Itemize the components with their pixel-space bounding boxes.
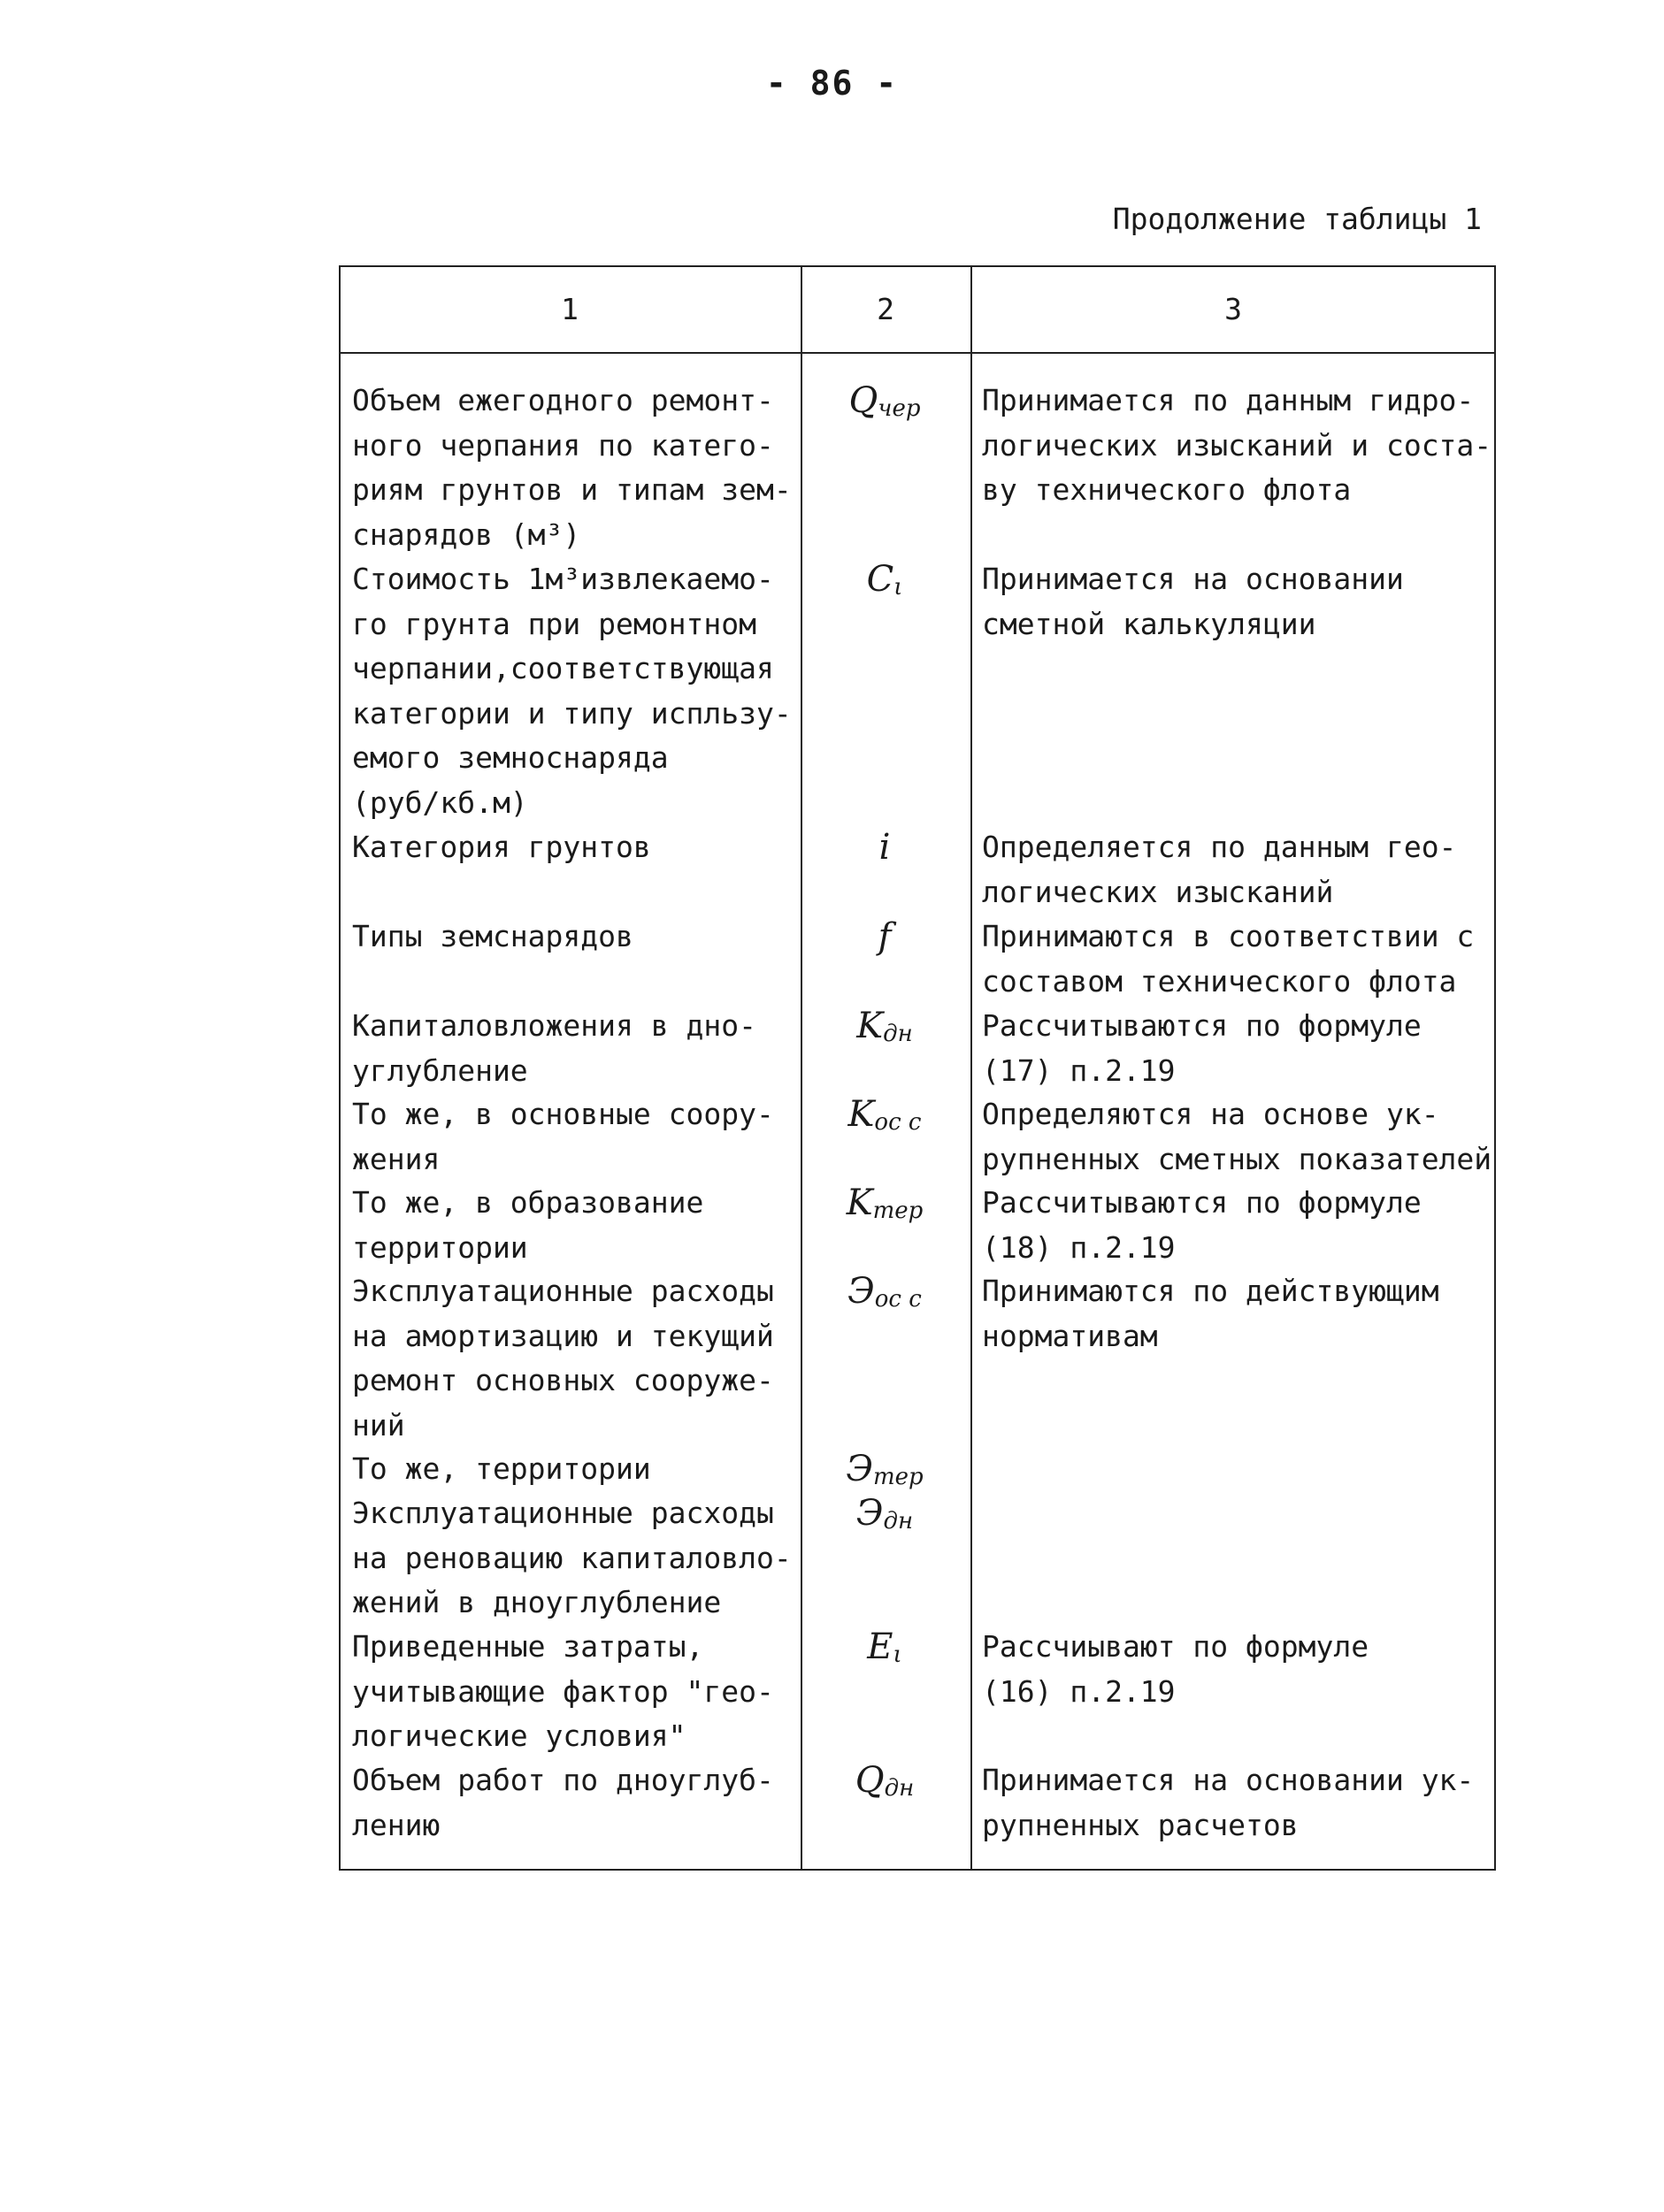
row-5-source: Рассчитываются по формуле (17) п.2.19 — [982, 1008, 1422, 1088]
row-1-symbol: $Q_{чер}$ — [848, 380, 921, 422]
row-10-symbol: $Э_{дн}$ — [855, 1493, 914, 1535]
row-2-source: Принимается на основании сметной калькуляции — [982, 562, 1404, 641]
row-5-symbol: $K_{дн}$ — [856, 1006, 913, 1047]
header-col-3: 3 — [1224, 292, 1242, 326]
row-3-symbol: i — [878, 827, 891, 868]
row-6-description: То же, в основные соору- жения — [352, 1097, 774, 1176]
row-10-description: Эксплуатационные расходы на реновацию капиталовло- жений в дноуглубление — [352, 1496, 792, 1619]
row-8-symbol: $Э_{ос с}$ — [847, 1271, 922, 1313]
column-divider — [970, 265, 972, 1871]
row-6-source: Определяются на основе ук- рупненных сметных показателей — [982, 1097, 1492, 1176]
row-12-symbol: $Q_{дн}$ — [855, 1760, 915, 1802]
row-4-source: Принимаются в соответствии с составом технического флота — [982, 919, 1475, 999]
row-11-description: Приведенные затраты, учитывающие фактор "гео- логические условия" — [352, 1629, 774, 1753]
row-3-source: Определяется по данным гео- логических изысканий — [982, 830, 1457, 909]
row-12-description: Объем работ по дноуглуб- лению — [352, 1763, 774, 1842]
row-4-symbol: f — [878, 916, 892, 957]
row-5-description: Капиталовложения в дно- углубление — [352, 1008, 756, 1088]
header-divider — [339, 352, 1496, 354]
row-7-description: То же, в образование территории — [352, 1185, 704, 1265]
row-12-source: Принимается на основании ук- рупненных расчетов — [982, 1763, 1475, 1842]
header-col-1: 1 — [561, 292, 579, 326]
row-7-source: Рассчитываются по формуле (18) п.2.19 — [982, 1185, 1422, 1265]
row-3-description: Категория грунтов — [352, 830, 651, 864]
row-2-description: Стоимость 1м³извлекаемо- го грунта при ремонтном черпании,соответствующая категории и типу испльзу- емого земноснаряда (руб/кб.м) — [352, 562, 792, 820]
header-col-2: 2 — [877, 292, 894, 326]
row-7-symbol: $K_{тер}$ — [846, 1183, 924, 1224]
row-6-symbol: $K_{ос с}$ — [847, 1094, 922, 1136]
page-number: - 86 - — [765, 64, 899, 103]
row-1-description: Объем ежегодного ремонт- ного черпания по катего- риям грунтов и типам зем- снарядов (м³) — [352, 383, 792, 552]
row-2-symbol: $C_\iota$ — [866, 559, 903, 601]
row-4-description: Типы земснарядов — [352, 919, 633, 953]
row-1-source: Принимается по данным гидро- логических изысканий и соста- ву технического флота — [982, 383, 1492, 507]
row-9-description: То же, территории — [352, 1451, 651, 1486]
row-11-symbol: $E_\iota$ — [867, 1626, 902, 1668]
table-caption: Продолжение таблицы 1 — [1112, 202, 1482, 236]
row-9-symbol: $Э_{тер}$ — [846, 1449, 924, 1490]
row-11-source: Рассчиывают по формуле (16) п.2.19 — [982, 1629, 1369, 1709]
row-8-description: Эксплуатационные расходы на амортизацию и текущий ремонт основных сооруже- ний — [352, 1274, 774, 1443]
row-8-source: Принимаются по действующим нормативам — [982, 1274, 1439, 1353]
